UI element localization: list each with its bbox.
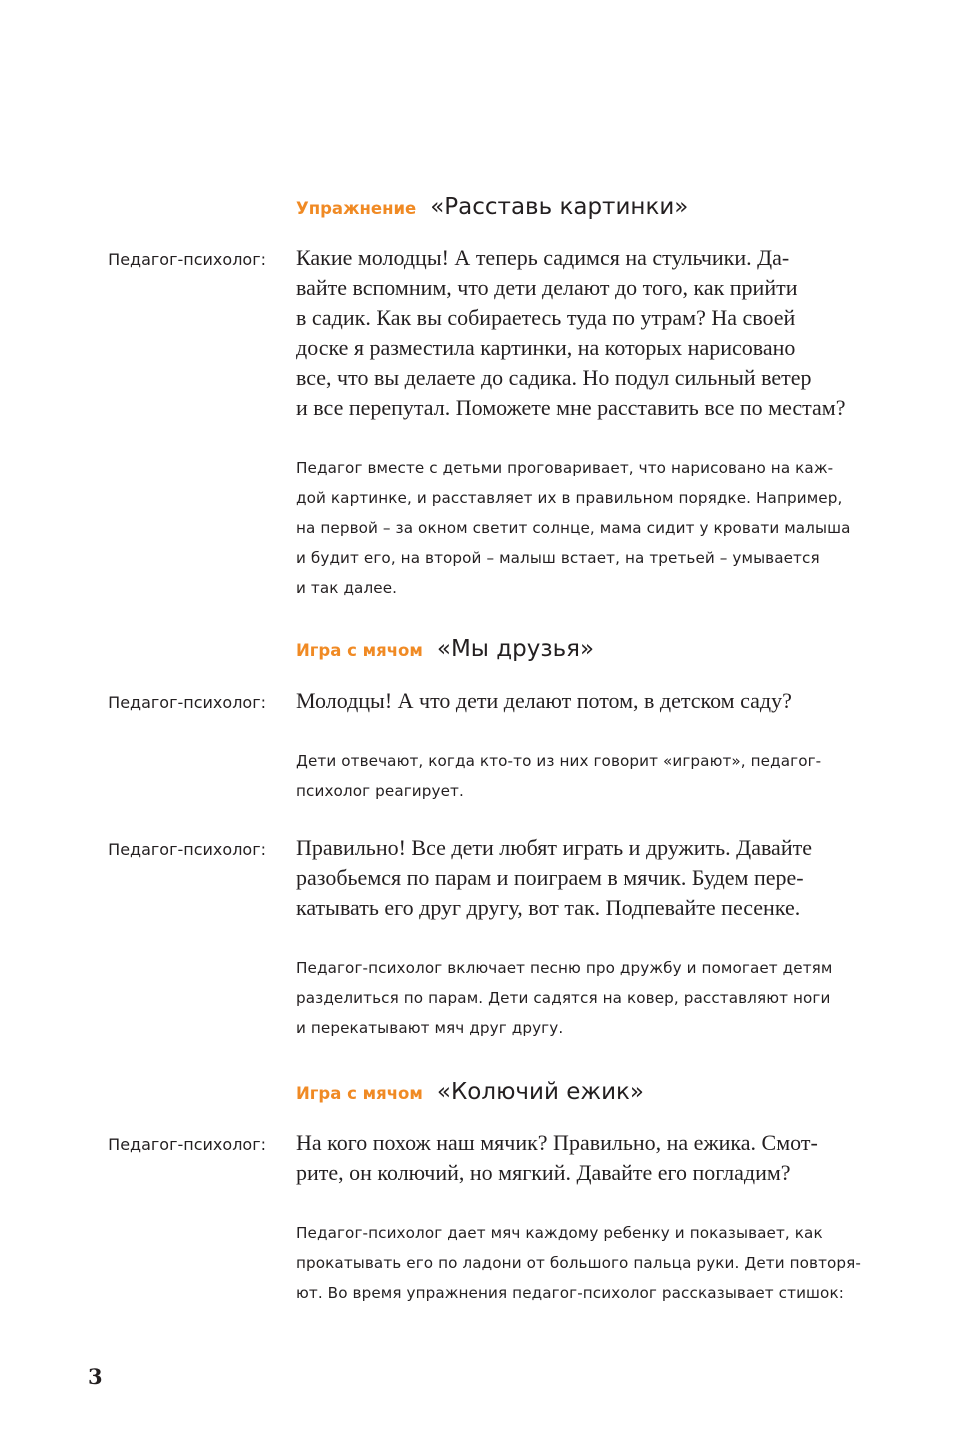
section-kind: Игра с мячом: [296, 641, 423, 660]
speaker-speech: На кого похож наш мячик? Правильно, на ежика. Смот- рите, он колючий, но мягкий. Давайте его погладим?: [296, 1130, 818, 1185]
stage-note: Педагог вместе с детьми проговаривает, что нарисовано на каж- дой картинке, и расставляет их в правильном порядке. Например, на первой – за окном светит солнце, мама сидит у кровати малыша и будит его, на второй – малыш встает, на третьей – умывается и так далее.: [296, 459, 851, 597]
page-number: 3: [88, 1364, 103, 1389]
section-heading-3: [296, 1079, 644, 1105]
speaker-speech: Молодцы! А что дети делают потом, в детском саду?: [296, 688, 792, 713]
stage-note: Дети отвечают, когда кто-то из них говорит «играют», педагог- психолог реагирует.: [296, 752, 822, 800]
section-heading-2: [296, 636, 594, 662]
stage-note: Педагог-психолог включает песню про дружбу и помогает детям разделиться по парам. Дети садятся на ковер, расставляют ноги и перекатывают мяч друг другу.: [296, 959, 833, 1037]
speaker-label: Педагог-психолог:: [108, 693, 266, 712]
section-heading-1: [296, 194, 688, 220]
section-title: «Расставь картинки»: [430, 194, 689, 220]
speaker-speech: Какие молодцы! А теперь садимся на стульчики. Да- вайте вспомним, что дети делают до того, как прийти в садик. Как вы собираетесь туда по утрам? На своей доске я разместила картинки, на которых нарисовано все, что вы делаете до садика. Но подул сильный ветер и все перепутал. Поможете мне расставить все по местам?: [296, 245, 846, 420]
section-kind: Упражнение: [296, 199, 417, 218]
speaker-label: Педагог-психолог:: [108, 250, 266, 269]
section-title: «Мы друзья»: [436, 636, 595, 662]
section-kind: Игра с мячом: [296, 1084, 423, 1103]
stage-note: Педагог-психолог дает мяч каждому ребенку и показывает, как прокатывать его по ладони от большого пальца руки. Дети повторя- ют. Во время упражнения педагог-психолог рассказывает стишок:: [296, 1224, 861, 1302]
speaker-label: Педагог-психолог:: [108, 1135, 266, 1154]
speaker-label: Педагог-психолог:: [108, 840, 266, 859]
section-title: «Колючий ежик»: [436, 1079, 645, 1105]
speaker-speech: Правильно! Все дети любят играть и дружить. Давайте разобьемся по парам и поиграем в мячик. Будем пере- катывать его друг другу, вот так. Подпевайте песенке.: [296, 835, 812, 920]
